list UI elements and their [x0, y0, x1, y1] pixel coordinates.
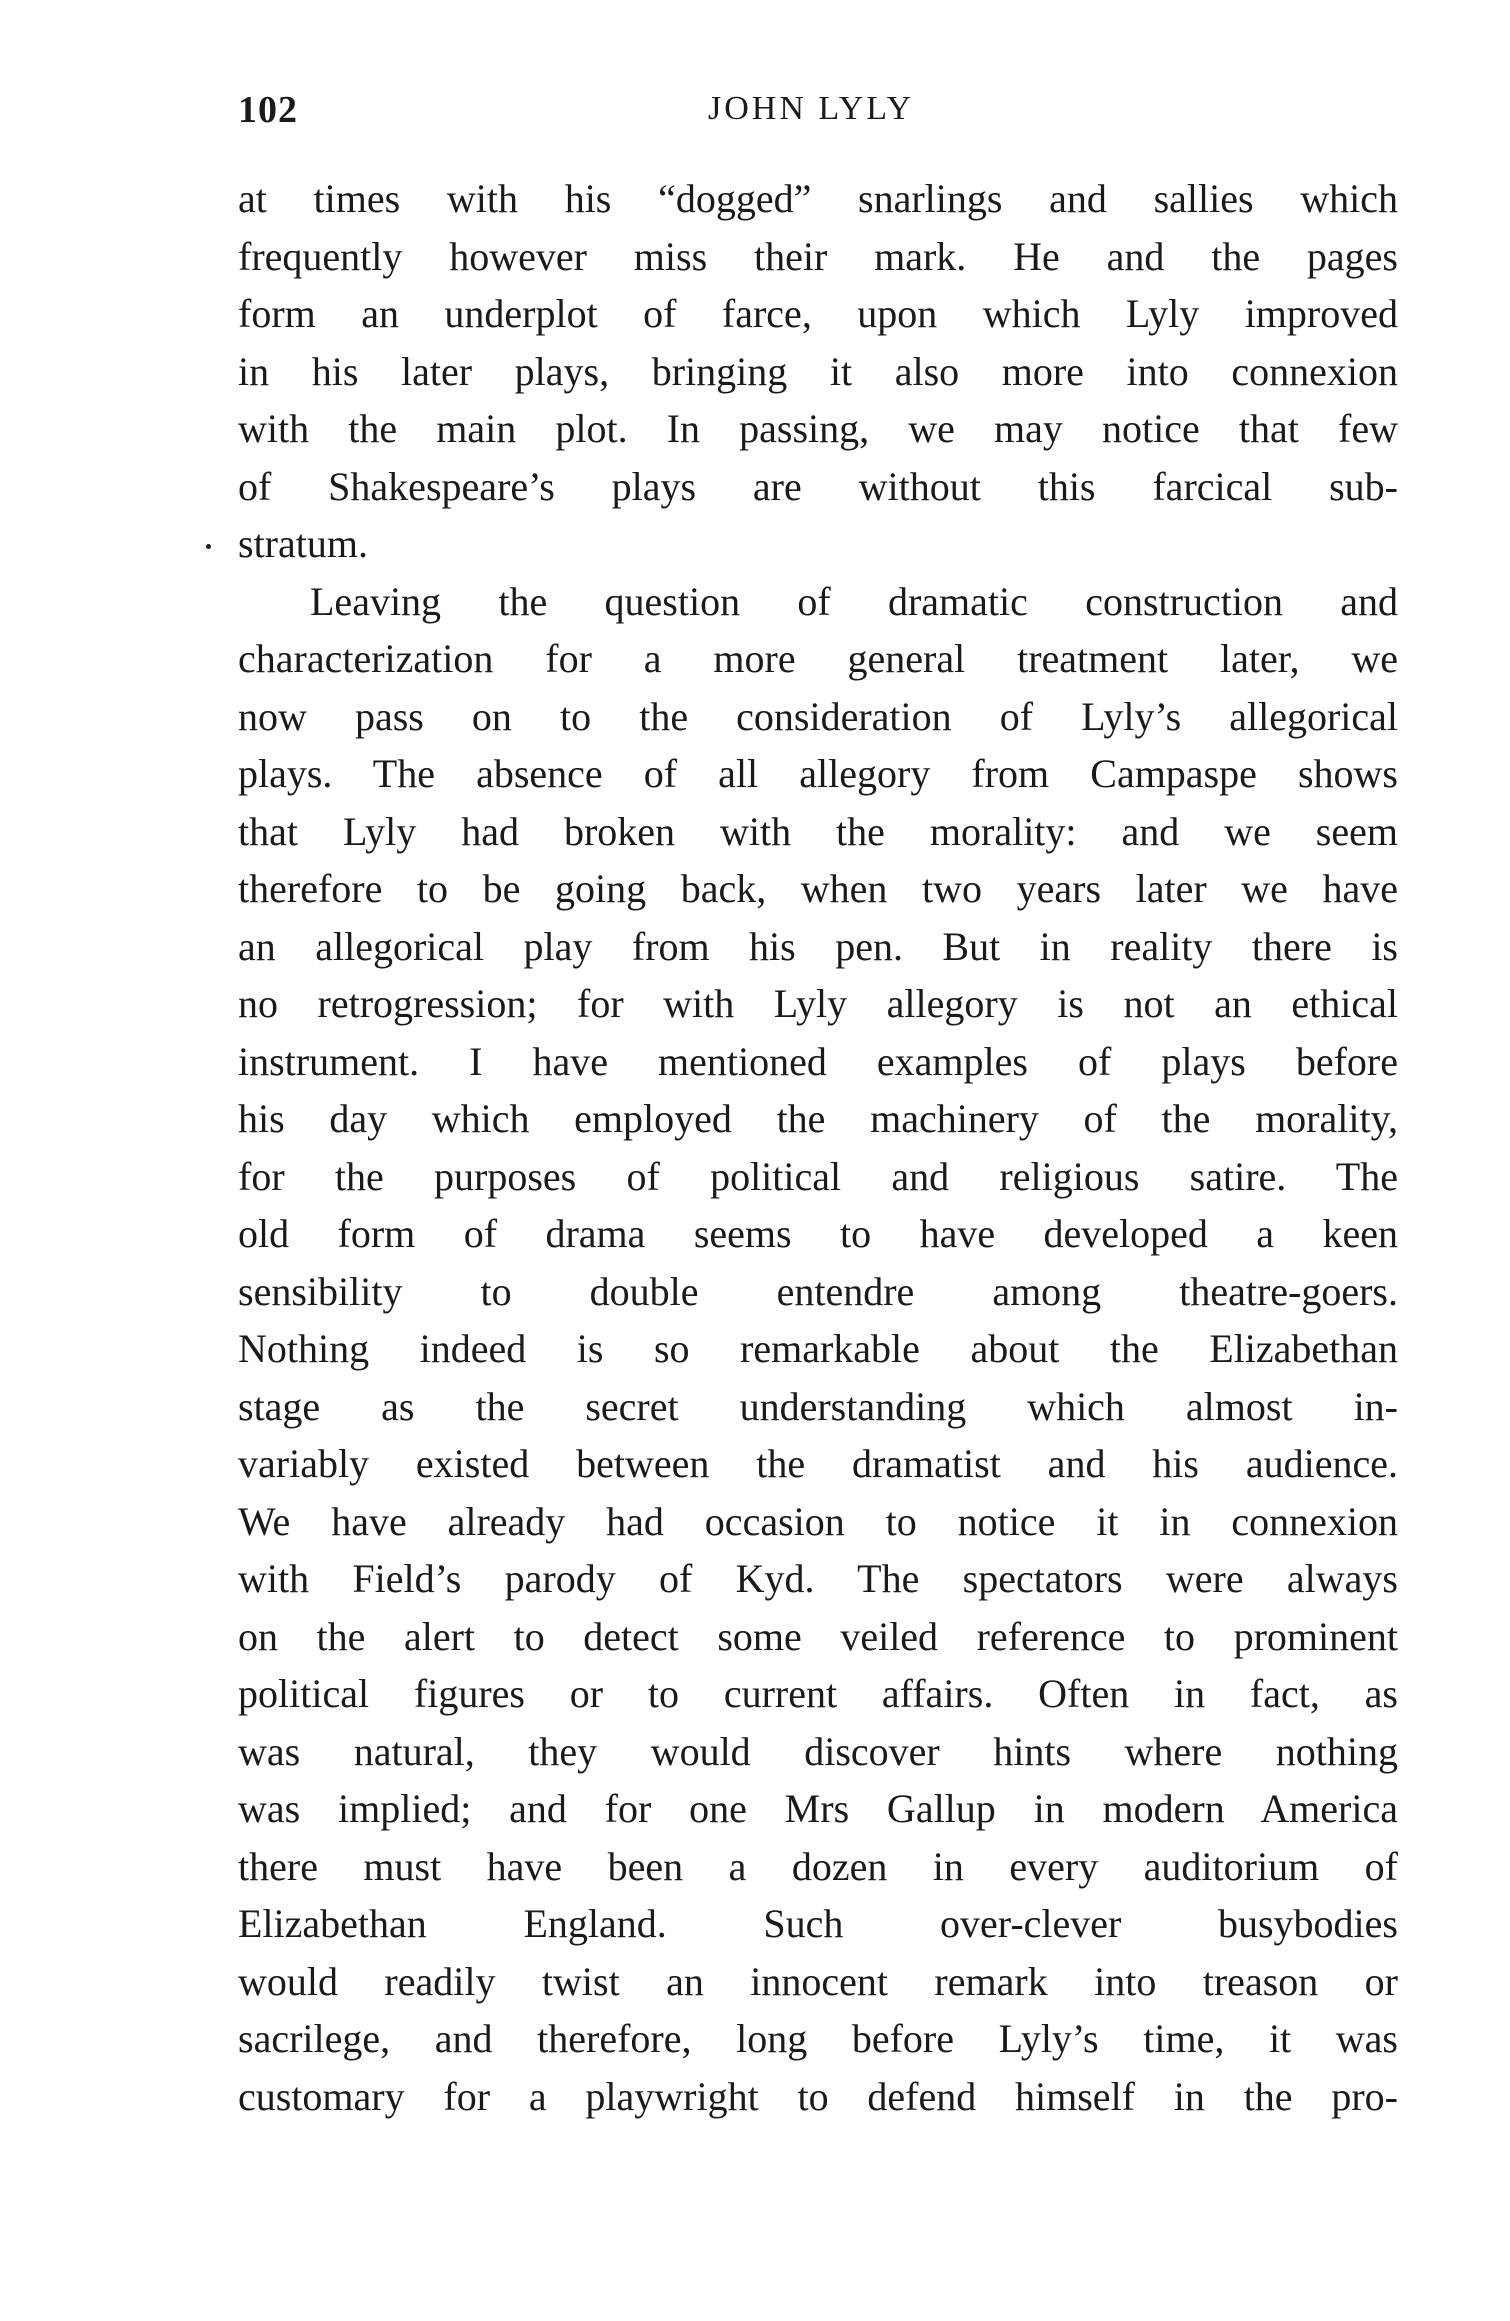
text-line: an allegorical play from his pen. But in reality there is: [238, 923, 1398, 969]
text-line: customary for a playwright to defend himself in the pro-: [238, 2073, 1398, 2119]
text-line: with the main plot. In passing, we may notice that few: [238, 406, 1398, 451]
text-line: stage as the secret understanding which almost in-: [238, 1383, 1398, 1429]
text-line: form an underplot of farce, upon which Lyly improved: [238, 291, 1398, 336]
text-line: with Field’s parody of Kyd. The spectators were always: [238, 1556, 1398, 1601]
page-number: 102: [238, 89, 298, 131]
text-line: sensibility to double entendre among theatre-goers.: [238, 1268, 1398, 1314]
body-text: [238, 170, 1398, 2125]
running-head: [238, 88, 1398, 138]
text-line: therefore to be going back, when two years later we have: [238, 866, 1398, 911]
text-line: would readily twist an innocent remark into treason or: [238, 1958, 1398, 2004]
text-line: there must have been a dozen in every auditorium of: [238, 1843, 1398, 1889]
text-line: old form of drama seems to have developed a keen: [238, 1211, 1398, 1256]
text-line: plays. The absence of all allegory from Campaspe shows: [238, 751, 1398, 796]
text-line: of Shakespeare’s plays are without this farcical sub-: [238, 463, 1398, 509]
text-line: variably existed between the dramatist and his audience.: [238, 1441, 1398, 1486]
text-line: Elizabethan England. Such over-clever busybodies: [238, 1901, 1398, 1946]
text-line: no retrogression; for with Lyly allegory is not an ethical: [238, 981, 1398, 1026]
text-line: Leaving the question of dramatic construction and: [310, 578, 1398, 624]
text-line: at times with his “dogged” snarlings and sallies which: [238, 176, 1398, 221]
text-line: characterization for a more general treatment later, we: [238, 636, 1398, 681]
text-line: instrument. I have mentioned examples of plays before: [238, 1038, 1398, 1084]
text-line: was natural, they would discover hints where nothing: [238, 1728, 1398, 1774]
text-line: We have already had occasion to notice it in connexion: [238, 1498, 1398, 1544]
text-line: now pass on to the consideration of Lyly’s allegorical: [238, 693, 1398, 739]
text-line: frequently however miss their mark. He and the pages: [238, 233, 1398, 279]
text-line: stratum.: [238, 521, 368, 566]
text-line: was implied; and for one Mrs Gallup in modern America: [238, 1786, 1398, 1831]
text-line: sacrilege, and therefore, long before Lyly’s time, it was: [238, 2016, 1398, 2061]
running-title: JOHN LYLY: [708, 90, 915, 127]
text-line: in his later plays, bringing it also more into connexion: [238, 348, 1398, 394]
text-line: for the purposes of political and religious satire. The: [238, 1153, 1398, 1199]
text-line: Nothing indeed is so remarkable about the Elizabethan: [238, 1326, 1398, 1371]
margin-mark: [206, 544, 211, 549]
text-line: his day which employed the machinery of the morality,: [238, 1096, 1398, 1141]
text-line: political figures or to current affairs. Often in fact, as: [238, 1671, 1398, 1716]
text-line: on the alert to detect some veiled reference to prominent: [238, 1613, 1398, 1659]
text-line: that Lyly had broken with the morality: and we seem: [238, 808, 1398, 854]
